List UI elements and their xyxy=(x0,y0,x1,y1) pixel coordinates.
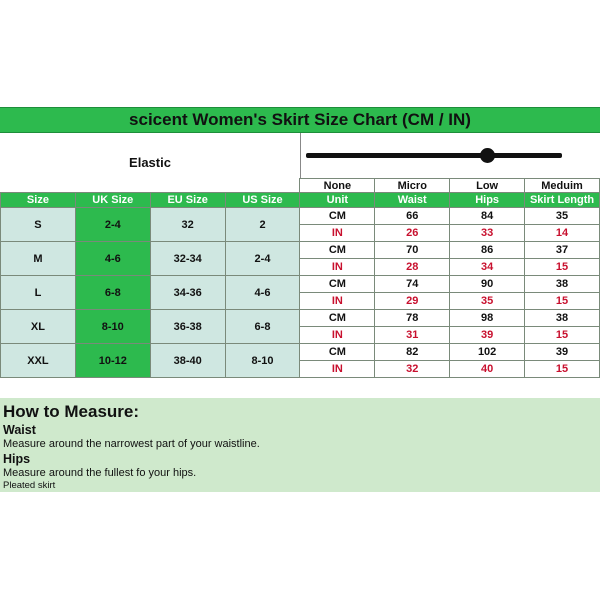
uk-size-cell: 10-12 xyxy=(75,344,150,378)
header-eu-size: EU Size xyxy=(150,193,225,208)
header-waist: Waist xyxy=(375,193,450,208)
chart-title: scicent Women's Skirt Size Chart (CM / IN) xyxy=(0,107,600,133)
length-cm-cell: 38 xyxy=(525,276,600,293)
length-in-cell: 15 xyxy=(525,293,600,310)
us-size-cell: 8-10 xyxy=(225,344,300,378)
waist-cm-cell: 78 xyxy=(375,310,450,327)
waist-in-cell: 29 xyxy=(375,293,450,310)
waist-description: Measure around the narrowest part of your waistline. xyxy=(3,438,260,450)
length-in-cell: 15 xyxy=(525,361,600,378)
header-size: Size xyxy=(1,193,76,208)
size-cell: S xyxy=(1,208,76,242)
table-row xyxy=(1,310,600,327)
hips-cm-cell: 84 xyxy=(450,208,525,225)
hips-cm-cell: 86 xyxy=(450,242,525,259)
waist-cm-cell: 82 xyxy=(375,344,450,361)
unit-cm-cell: CM xyxy=(300,310,375,327)
elastic-level-micro: Micro xyxy=(375,179,450,193)
hips-in-cell: 33 xyxy=(450,225,525,242)
eu-size-cell: 32-34 xyxy=(150,242,225,276)
eu-size-cell: 32 xyxy=(150,208,225,242)
elastic-level-medium: Meduim xyxy=(525,179,600,193)
waist-cm-cell: 70 xyxy=(375,242,450,259)
length-cm-cell: 38 xyxy=(525,310,600,327)
unit-in-cell: IN xyxy=(300,225,375,242)
us-size-cell: 6-8 xyxy=(225,310,300,344)
size-cell: XL xyxy=(1,310,76,344)
table-row xyxy=(1,242,600,259)
waist-in-cell: 31 xyxy=(375,327,450,344)
length-in-cell: 14 xyxy=(525,225,600,242)
header-unit: Unit xyxy=(300,193,375,208)
length-cm-cell: 35 xyxy=(525,208,600,225)
size-cell: L xyxy=(1,276,76,310)
uk-size-cell: 6-8 xyxy=(75,276,150,310)
unit-in-cell: IN xyxy=(300,361,375,378)
table-row xyxy=(1,208,600,225)
hips-in-cell: 35 xyxy=(450,293,525,310)
table-row xyxy=(1,276,600,293)
unit-in-cell: IN xyxy=(300,259,375,276)
header-hips: Hips xyxy=(450,193,525,208)
hips-in-cell: 34 xyxy=(450,259,525,276)
waist-in-cell: 32 xyxy=(375,361,450,378)
uk-size-cell: 2-4 xyxy=(75,208,150,242)
unit-cm-cell: CM xyxy=(300,276,375,293)
elastic-label: Elastic xyxy=(129,154,171,170)
unit-in-cell: IN xyxy=(300,293,375,310)
elastic-slider-track xyxy=(306,153,562,158)
unit-cm-cell: CM xyxy=(300,208,375,225)
elastic-level-low: Low xyxy=(450,179,525,193)
header-row xyxy=(1,193,600,208)
elastic-levels-row xyxy=(1,179,600,193)
elastic-level-none: None xyxy=(300,179,375,193)
hips-in-cell: 39 xyxy=(450,327,525,344)
eu-size-cell: 38-40 xyxy=(150,344,225,378)
table-row xyxy=(1,344,600,361)
size-cell: M xyxy=(1,242,76,276)
hips-label: Hips xyxy=(3,452,31,466)
size-chart-table xyxy=(0,178,600,378)
waist-cm-cell: 74 xyxy=(375,276,450,293)
waist-cm-cell: 66 xyxy=(375,208,450,225)
eu-size-cell: 34-36 xyxy=(150,276,225,310)
how-to-measure-title: How to Measure: xyxy=(3,402,140,421)
us-size-cell: 4-6 xyxy=(225,276,300,310)
hips-description: Measure around the fullest fo your hips. xyxy=(3,467,197,479)
hips-cm-cell: 98 xyxy=(450,310,525,327)
hips-cm-cell: 90 xyxy=(450,276,525,293)
hips-in-cell: 40 xyxy=(450,361,525,378)
unit-cm-cell: CM xyxy=(300,344,375,361)
waist-label: Waist xyxy=(3,423,36,437)
waist-in-cell: 26 xyxy=(375,225,450,242)
uk-size-cell: 4-6 xyxy=(75,242,150,276)
unit-in-cell: IN xyxy=(300,327,375,344)
header-us-size: US Size xyxy=(225,193,300,208)
uk-size-cell: 8-10 xyxy=(75,310,150,344)
us-size-cell: 2 xyxy=(225,208,300,242)
waist-in-cell: 28 xyxy=(375,259,450,276)
length-cm-cell: 37 xyxy=(525,242,600,259)
size-cell: XXL xyxy=(1,344,76,378)
length-in-cell: 15 xyxy=(525,259,600,276)
header-skirt-length: Skirt Length xyxy=(525,193,600,208)
us-size-cell: 2-4 xyxy=(225,242,300,276)
pleated-skirt-note: Pleated skirt xyxy=(3,480,56,491)
length-in-cell: 15 xyxy=(525,327,600,344)
hips-cm-cell: 102 xyxy=(450,344,525,361)
unit-cm-cell: CM xyxy=(300,242,375,259)
length-cm-cell: 39 xyxy=(525,344,600,361)
eu-size-cell: 36-38 xyxy=(150,310,225,344)
spacer xyxy=(1,179,300,193)
header-uk-size: UK Size xyxy=(75,193,150,208)
